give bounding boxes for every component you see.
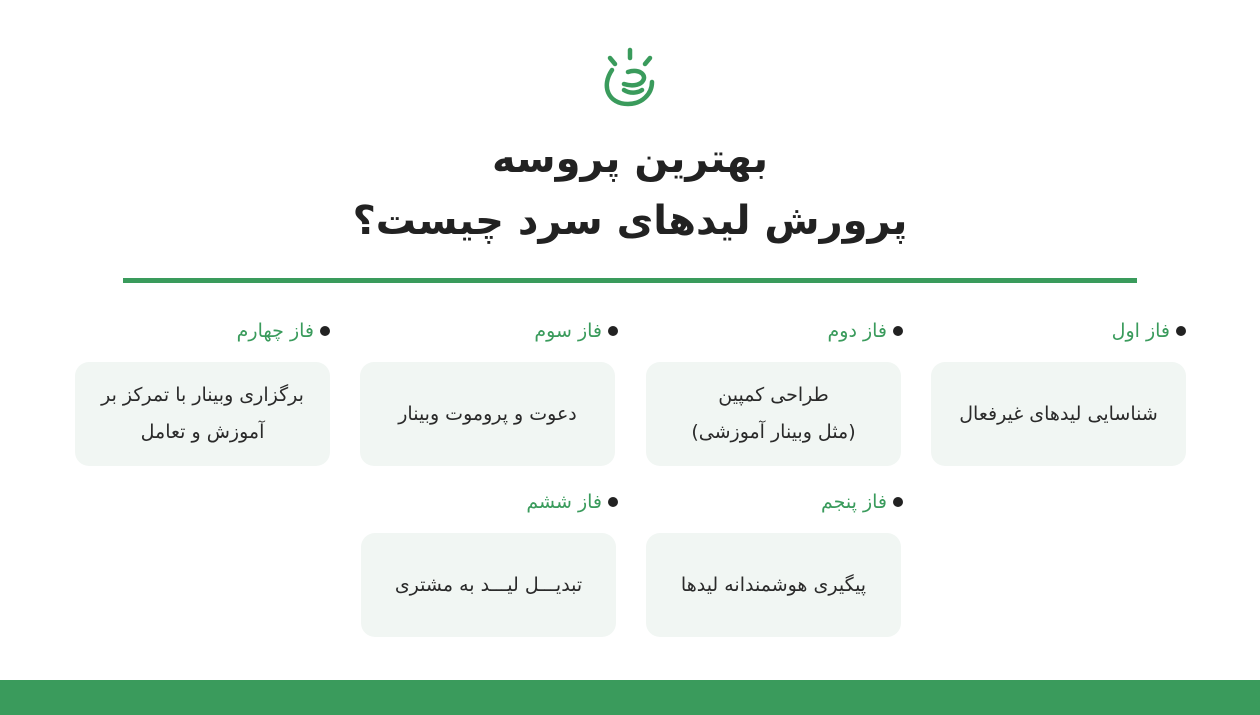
divider [123,278,1137,283]
phase-5-card: پیگیری هوشمندانه لیدها [646,533,901,637]
phase-3-card: دعوت و پروموت وبینار [360,362,615,466]
bullet-icon [893,497,903,507]
phase-5-label: فاز پنجم [780,491,903,513]
bullet-icon [608,326,618,336]
sun-face-icon [598,46,662,110]
phase-3-label: فاز سوم [500,320,618,342]
bullet-icon [893,326,903,336]
phase-1-label: فاز اول [1090,320,1186,342]
phase-4-label: فاز چهارم [200,320,330,342]
phase-2-card: طراحی کمپین (مثل وبینار آموزشی) [646,362,901,466]
bullet-icon [608,497,618,507]
page-title [0,128,1260,252]
bullet-icon [320,326,330,336]
bullet-icon [1176,326,1186,336]
phase-1-card: شناسایی لیدهای غیرفعال [931,362,1186,466]
phase-6-label: فاز ششم [490,491,618,513]
title-line-1: بهترین پروسه [492,136,768,182]
footer-bar [0,680,1260,715]
title-line-2: پرورش لیدهای سرد چیست؟ [352,198,908,244]
phase-4-card: برگزاری وبینار با تمرکز بر آموزش و تعامل [75,362,330,466]
phase-2-label: فاز دوم [790,320,903,342]
phase-6-card: تبدیـــل لیـــد به مشتری [361,533,616,637]
